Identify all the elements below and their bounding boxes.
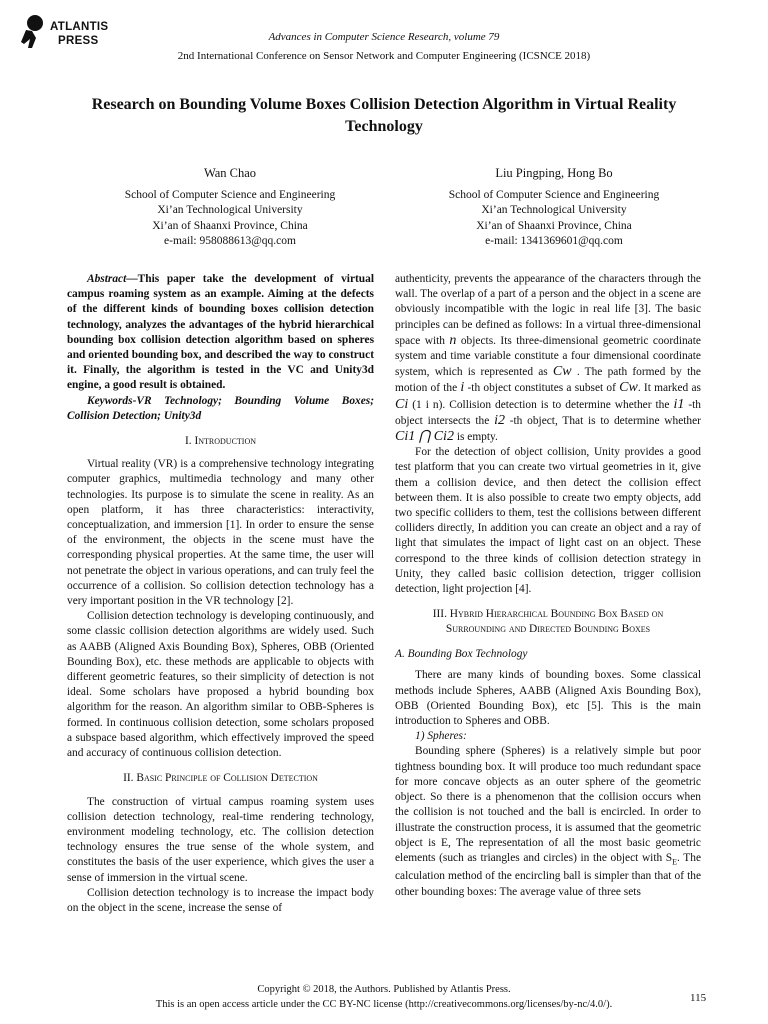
author-univ: Xi’an Technological University bbox=[481, 204, 627, 216]
math-range: (1 i n) bbox=[412, 398, 443, 411]
abstract-lead: Abstract bbox=[87, 273, 127, 285]
text-run: . The path formed by the motion of the bbox=[395, 366, 701, 395]
author-location: Xi’an of Shaanxi Province, China bbox=[476, 219, 632, 232]
text-run: Bounding sphere (Spheres) is a relatively simple but poor tightness bounding box. It will produce too much redundant space for more concave objects as an outer sphere of the geometric object. So there is a phenomenon that the collision occurs when the collision is not touched and the ball is encircled. In order to illustrate the construction process, it is assumed that the geometric object is E, The representation of all the most basic geometric elements (such as triangles and circles) in the object with S bbox=[395, 745, 701, 864]
text-run: . The calculation method of the encircling ball is simpler than that of the other bounding boxes: The average value of three sets bbox=[395, 851, 701, 898]
math-cw2: Cw bbox=[619, 380, 638, 396]
author-dept: School of Computer Science and Engineering bbox=[448, 188, 660, 201]
paragraph bbox=[395, 744, 701, 899]
footer bbox=[0, 982, 768, 1012]
text-run: . It marked as bbox=[637, 382, 701, 395]
author-email: e-mail: 958088613@qq.com bbox=[164, 235, 296, 247]
paper-title: Research on Bounding Volume Boxes Collision Detection Algorithm in Virtual Reality Technology bbox=[91, 96, 677, 135]
paragraph: Collision detection technology is to increase the impact body on the object in the scene, increase the sense of bbox=[67, 886, 374, 914]
text-run: -th object constitutes a subset of bbox=[467, 382, 616, 395]
math-i: i bbox=[460, 380, 465, 396]
abstract bbox=[67, 272, 374, 394]
text-run: . Collision detection is to determine whether the bbox=[442, 398, 670, 411]
author-email: e-mail: 1341369601@qq.com bbox=[485, 235, 623, 247]
left-column bbox=[67, 272, 374, 916]
subscript-e: E bbox=[672, 857, 678, 867]
logo-text-line1: ATLANTIS bbox=[50, 21, 109, 33]
subsection-heading-a: A. Bounding Box Technology bbox=[395, 648, 528, 661]
subsubsection-heading: 1) Spheres: bbox=[415, 730, 467, 743]
author-univ: Xi’an Technological University bbox=[157, 204, 303, 216]
license-line: This is an open access article under the CC BY-NC license (http://creativecommons.org/licenses/by-nc/4.0/). bbox=[155, 999, 613, 1010]
math-intersection: Ci1 ⋂ Ci2 bbox=[395, 429, 454, 445]
author-location: Xi’an of Shaanxi Province, China bbox=[152, 219, 308, 232]
paragraph: Virtual reality (VR) is a comprehensive technology integrating computer graphics, multimedia technology and many other technologies. Its purpose is to simulate the scene in reality. As an open platform, it has three characteristics: interactivity, conceptualization, and immersion [1]. In order to ensure the sense of the environment, the objects in the scene must have the corresponding physical properties. At the same time, the user will not penetrate the object in various operations, and can truly feel the occurrence of a collision. So collision detection technology has a very important position in the VR technology [2]. bbox=[67, 458, 374, 608]
page-number: 115 bbox=[690, 992, 707, 1004]
journal-name: Advances in Computer Science Research, volume 79 bbox=[268, 31, 500, 43]
text-run: is empty. bbox=[456, 431, 498, 444]
paragraph: There are many kinds of bounding boxes. Some classical methods include Spheres, AABB (Aligned Axis Bounding Box), OBB (Oriented Bounding Box), etc [5]. This is the main introduction to Spheres and OBB. bbox=[395, 669, 701, 728]
author-dept: School of Computer Science and Engineering bbox=[124, 188, 336, 201]
text-run: -th object, That is to determine whether bbox=[509, 414, 701, 427]
logo-text-line2: PRESS bbox=[58, 35, 99, 47]
paragraph: Collision detection technology is developing continuously, and some classic collision detection algorithms are widely used. Such as AABB (Aligned Axis Bounding Box), Spheres, OBB (Oriented Bounding Box), etc. these methods are applicable to objects with different geometric features, so their simplicity of detection is not ideal. Some scholars have proposed a hybrid bounding box algorithm for the reason. An algorithm similar to OBB-Spheres is formed. In continuous collision detection, some scholars proposed a subspace based algorithm, which effectively improved the speed and accuracy of continuous collision detection. bbox=[67, 610, 374, 760]
abstract-text: —This paper take the development of virtual campus roaming system as an example. Aiming at the defects of the different kinds of bounding boxes collision detection technology, analyzes the advantages of the hybrid hierarchical bounding box collision detection algorithm based on spheres and oriented bounding box, and described the way to construct it. Finally, the algorithm is tested in the VC and Unity3d engine, a good result is obtained. bbox=[67, 273, 374, 392]
author-block-2 bbox=[384, 166, 724, 250]
section-heading-3 bbox=[395, 607, 701, 637]
math-i2: i2 bbox=[494, 412, 505, 428]
keywords: Keywords-VR Technology; Bounding Volume Boxes; Collision Detection; Unity3d bbox=[67, 394, 374, 422]
math-n: n bbox=[449, 332, 457, 348]
math-cw: Cw bbox=[552, 364, 572, 380]
text-run: objects. Its three-dimensional geometric coordinate system and time variable constitute a four dimensional coordinate system, which is represented as bbox=[395, 334, 701, 379]
text-run: authenticity, prevents the appearance of the characters through the wall. The overlap of a part of a person and the object in a scene are obviously incompatible with the logic in real life [3]. The basic principles can be defined as follows: In a virtual three-dimensional space with bbox=[395, 273, 701, 347]
paragraph: For the detection of object collision, Unity provides a good test platform that you can create two virtual geometries in it, give them a collision device, and then detect the collision effect between them. It is also possible to create two empty objects, add two specific colliders to them, test the collisions between different colliders directly, In addition you can create an object and a ray of light that simulates the impact of light cast on an object. These correspond to the three kinds of collision detection strategy in Unity, they called basic collision detection, trigger collision detection, light projection [4]. bbox=[395, 446, 701, 596]
author-name: Wan Chao bbox=[203, 166, 257, 180]
right-column bbox=[395, 272, 701, 900]
author-block-1 bbox=[60, 166, 400, 250]
section-heading-1: I. Introduction bbox=[184, 435, 257, 448]
math-i1: i1 bbox=[673, 396, 685, 412]
section-heading-3-line1: III. Hybrid Hierarchical Bounding Box Based on bbox=[432, 608, 664, 621]
conference-name: 2nd International Conference on Sensor Network and Computer Engineering (ICSNCE 2018) bbox=[177, 50, 591, 62]
section-heading-3-line2: Surrounding and Directed Bounding Boxes bbox=[445, 623, 651, 636]
paragraph bbox=[395, 272, 701, 445]
author-name: Liu Pingping, Hong Bo bbox=[495, 166, 613, 180]
paragraph: The construction of virtual campus roaming system uses collision detection technology, real-time rendering technology, environment modeling technology, etc. The collision detection technology ensures the true sense of the whole system, and constitutes the basis of the user experience, which gives the user a sense of immersion in the virtual scene. bbox=[67, 795, 374, 884]
math-ci: Ci bbox=[395, 396, 409, 412]
section-heading-2: II. Basic Principle of Collision Detection bbox=[123, 772, 318, 785]
copyright-line: Copyright © 2018, the Authors. Published by Atlantis Press. bbox=[257, 984, 511, 995]
text-run: -th object intersects the bbox=[395, 398, 701, 427]
